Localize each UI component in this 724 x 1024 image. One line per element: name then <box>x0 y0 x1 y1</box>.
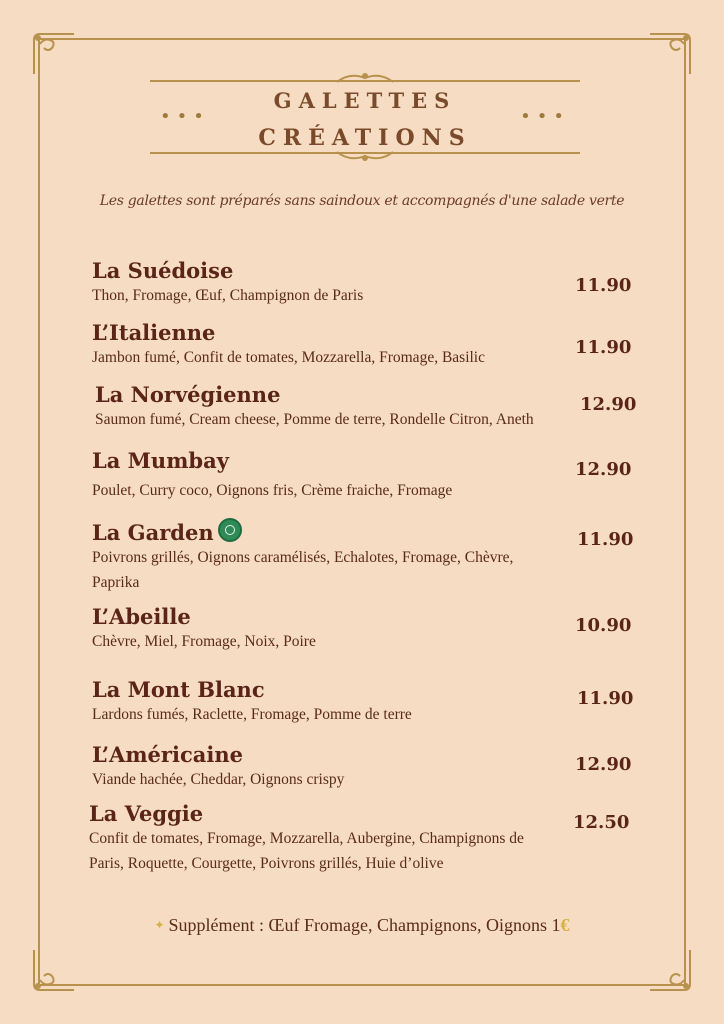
item-price: 12.50 <box>573 812 630 833</box>
menu-title-line1: GALETTES <box>273 88 457 113</box>
leaf-icon: ✦ <box>154 918 165 932</box>
item-name: L’Italienne <box>92 320 216 345</box>
decorative-dots: ••• <box>520 106 570 127</box>
item-description: Confit de tomates, Fromage, Mozzarella, Aubergine, Champignons de <box>89 830 524 847</box>
item-description-continued: Paris, Roquette, Courgette, Poivrons grillés, Huie d’olive <box>89 855 444 872</box>
decorative-dots: ••• <box>160 106 210 127</box>
item-description: Jambon fumé, Confit de tomates, Mozzarella, Fromage, Basilic <box>92 349 485 366</box>
corner-ornament-icon <box>30 30 78 78</box>
item-price: 10.90 <box>575 615 632 636</box>
menu-item <box>92 677 652 727</box>
item-description: Chèvre, Miel, Fromage, Noix, Poire <box>92 633 316 650</box>
item-name: La Suédoise <box>92 258 234 283</box>
item-price: 12.90 <box>580 394 637 415</box>
menu-subtitle: Les galettes sont préparés sans saindoux et accompagnés d'une salade verte <box>99 193 625 209</box>
item-description-continued: Paprika <box>92 574 140 591</box>
item-name: La Veggie <box>89 801 204 826</box>
menu-item <box>92 320 652 370</box>
menu-item <box>92 258 652 308</box>
menu-item <box>92 742 652 792</box>
item-description: Thon, Fromage, Œuf, Champignon de Paris <box>92 287 364 304</box>
item-name: La Garden <box>92 520 214 545</box>
vegetarian-badge-icon <box>218 518 242 542</box>
supplement-note <box>0 915 724 936</box>
item-description: Poulet, Curry coco, Oignons fris, Crème fraiche, Fromage <box>92 482 453 499</box>
corner-ornament-icon <box>30 946 78 994</box>
menu-item <box>92 518 652 595</box>
item-description: Saumon fumé, Cream cheese, Pomme de terre, Rondelle Citron, Aneth <box>95 411 534 428</box>
menu-item <box>95 382 655 432</box>
menu-item <box>92 604 652 654</box>
item-price: 12.90 <box>575 754 632 775</box>
item-price: 12.90 <box>575 459 632 480</box>
item-name: La Norvégienne <box>95 382 281 407</box>
menu-header <box>150 70 580 170</box>
item-name: La Mumbay <box>92 448 229 473</box>
header-ornament-icon <box>335 70 395 84</box>
supplement-text: Supplément : Œuf Fromage, Champignons, Oignons 1 <box>168 915 561 935</box>
item-description: Viande hachée, Cheddar, Oignons crispy <box>92 771 345 788</box>
euro-symbol: € <box>560 915 570 935</box>
item-description: Lardons fumés, Raclette, Fromage, Pomme de terre <box>92 706 412 723</box>
item-name: La Mont Blanc <box>92 677 265 702</box>
item-price: 11.90 <box>575 275 632 296</box>
item-price: 11.90 <box>577 688 634 709</box>
menu-item <box>92 448 652 503</box>
item-name: L’Américaine <box>92 742 243 767</box>
corner-ornament-icon <box>646 946 694 994</box>
menu-title-line2: CRÉATIONS <box>258 125 472 151</box>
menu-item <box>89 801 649 876</box>
item-price: 11.90 <box>575 337 632 358</box>
corner-ornament-icon <box>646 30 694 78</box>
item-price: 11.90 <box>577 529 634 550</box>
item-description: Poivrons grillés, Oignons caramélisés, Echalotes, Fromage, Chèvre, <box>92 549 514 566</box>
header-ornament-icon <box>335 150 395 164</box>
item-name: L’Abeille <box>92 604 191 629</box>
